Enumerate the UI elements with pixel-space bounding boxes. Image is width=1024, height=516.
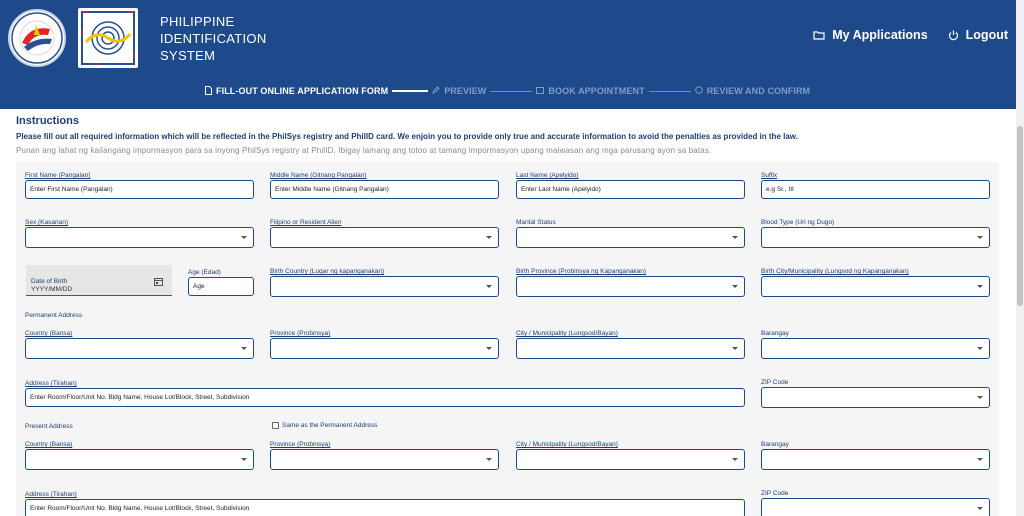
permanent-province-select[interactable] [270,338,499,359]
suffix-input[interactable]: e.g Sr., III [761,180,990,199]
present-country-label: Country (Bansa) [25,441,73,448]
my-applications-link[interactable] [813,28,927,42]
permanent-city-label: City / Municipality (Lungsod/Bayan) [516,330,618,337]
permanent-zip-label: ZIP Code [761,379,789,386]
chevron-down-icon [241,347,247,350]
middle-name-label: Middle Name (Gitnang Pangalan) [270,172,367,179]
permanent-zip-select[interactable] [761,387,990,408]
citizenship-select[interactable] [270,227,499,248]
step-preview: PREVIEW [432,86,486,96]
psa-logo [8,9,66,67]
same-as-permanent-label: Same as the Permanent Address [282,422,378,429]
birth-city-label: Birth City/Municipality (Lungsod ng Kapanganakan) [761,268,909,275]
app-header [0,0,1016,109]
birth-country-label: Birth Country (Lugar ng kapanganakan) [270,268,385,275]
chevron-down-icon [977,285,983,288]
blood-type-label: Blood Type (Uri ng Dugo) [761,219,835,226]
first-name-label: First Name (Pangalan) [25,172,91,179]
permanent-address-input[interactable]: Enter Room/Floor/Unit No. Bldg Name, House Lot/Block, Street, Subdivision [25,388,745,407]
scrollbar-thumb[interactable] [1017,126,1023,306]
date-of-birth-placeholder: YYYY/MM/DD [31,286,73,293]
folder-icon [813,30,825,40]
chevron-down-icon [977,396,983,399]
logout-label: Logout [965,28,1008,42]
permanent-country-select[interactable] [25,338,254,359]
calendar-icon[interactable] [154,273,163,282]
present-province-select[interactable] [270,449,499,470]
present-zip-label: ZIP Code [761,490,789,497]
present-province-label: Province (Probinsya) [270,441,331,448]
blood-type-select[interactable] [761,227,990,248]
permanent-country-label: Country (Bansa) [25,330,73,337]
present-zip-select[interactable] [761,498,990,516]
chevron-down-icon [732,236,738,239]
citizenship-label: Filipino or Resident Alien [270,219,342,226]
sex-label: Sex (Kasarian) [25,219,68,226]
system-title: PHILIPPINE IDENTIFICATION SYSTEM [160,14,267,63]
first-name-input[interactable]: Enter First Name (Pangalan) [25,180,254,199]
document-icon [205,86,212,97]
pencil-icon [432,86,440,96]
chevron-down-icon [241,458,247,461]
step-connector [392,90,428,92]
chevron-down-icon [486,347,492,350]
present-address-label: Address (Tirahan) [25,491,77,498]
checkbox-box[interactable] [272,422,279,429]
step-book-appointment: BOOK APPOINTMENT [536,86,644,96]
birth-province-label: Birth Province (Probinsya ng Kapanganakan) [516,268,647,275]
chevron-down-icon [977,458,983,461]
last-name-label: Last Name (Apelyido) [516,172,579,179]
last-name-input[interactable]: Enter Last Name (Apelyido) [516,180,745,199]
birth-city-select[interactable] [761,276,990,297]
permanent-address-heading: Permanent Address [25,312,83,319]
present-address-input[interactable]: Enter Room/Floor/Unit No. Bldg Name, House Lot/Block, Street, Subdivision [25,499,745,516]
present-city-label: City / Municipality (Lungsod/Bayan) [516,441,618,448]
calendar-icon [536,86,544,96]
step-fill-out: FILL-OUT ONLINE APPLICATION FORM [205,86,388,97]
chevron-down-icon [977,347,983,350]
permanent-province-label: Province (Probinsya) [270,330,331,337]
check-circle-icon [695,86,703,96]
date-of-birth-field[interactable] [26,265,172,296]
chevron-down-icon [732,458,738,461]
logout-link[interactable] [948,28,1008,42]
marital-status-select[interactable] [516,227,745,248]
middle-name-input[interactable]: Enter Middle Name (Gitnang Pangalan) [270,180,499,199]
present-address-heading: Present Address [25,423,73,430]
same-as-permanent-checkbox[interactable] [272,422,377,429]
step-connector [490,91,532,92]
present-barangay-select[interactable] [761,449,990,470]
power-icon [948,30,959,41]
birth-province-select[interactable] [516,276,745,297]
chevron-down-icon [732,285,738,288]
chevron-down-icon [977,507,983,510]
header-nav [813,28,1008,42]
chevron-down-icon [241,236,247,239]
chevron-down-icon [977,236,983,239]
page-scrollbar[interactable] [1016,0,1024,516]
marital-status-label: Marital Status [516,219,556,226]
step-connector [649,91,691,92]
philsys-logo [78,8,138,68]
sex-select[interactable] [25,227,254,248]
chevron-down-icon [732,347,738,350]
present-country-select[interactable] [25,449,254,470]
chevron-down-icon [486,236,492,239]
age-input[interactable]: Age [188,277,254,296]
permanent-barangay-select[interactable] [761,338,990,359]
step-review-confirm: REVIEW AND CONFIRM [695,86,810,96]
chevron-down-icon [486,458,492,461]
birth-country-select[interactable] [270,276,499,297]
instructions-heading: Instructions [16,115,79,127]
suffix-label: Suffix [761,172,778,179]
my-applications-label: My Applications [832,28,928,42]
present-city-select[interactable] [516,449,745,470]
chevron-down-icon [486,285,492,288]
progress-stepper [205,84,810,98]
permanent-address-label: Address (Tirahan) [25,380,77,387]
present-barangay-label: Barangay [761,441,789,448]
instructions-filipino: Punan ang lahat ng kailangang impormasyon para sa inyong PhilSys registry at PhilID. Ibigay lamang ang totoo at tamang impormasyon upang maiwasan ang mga parusang ayon sa batas. [16,146,712,155]
permanent-city-select[interactable] [516,338,745,359]
instructions-english: Please fill out all required information which will be reflected in the PhilSys registry and PhilID card. We enjoin you to provide only true and accurate information to avoid the penalties as provided in the law. [16,132,798,141]
age-label: Age (Edad) [188,269,221,276]
permanent-barangay-label: Barangay [761,330,789,337]
date-of-birth-label: Date of Birth [31,278,68,285]
